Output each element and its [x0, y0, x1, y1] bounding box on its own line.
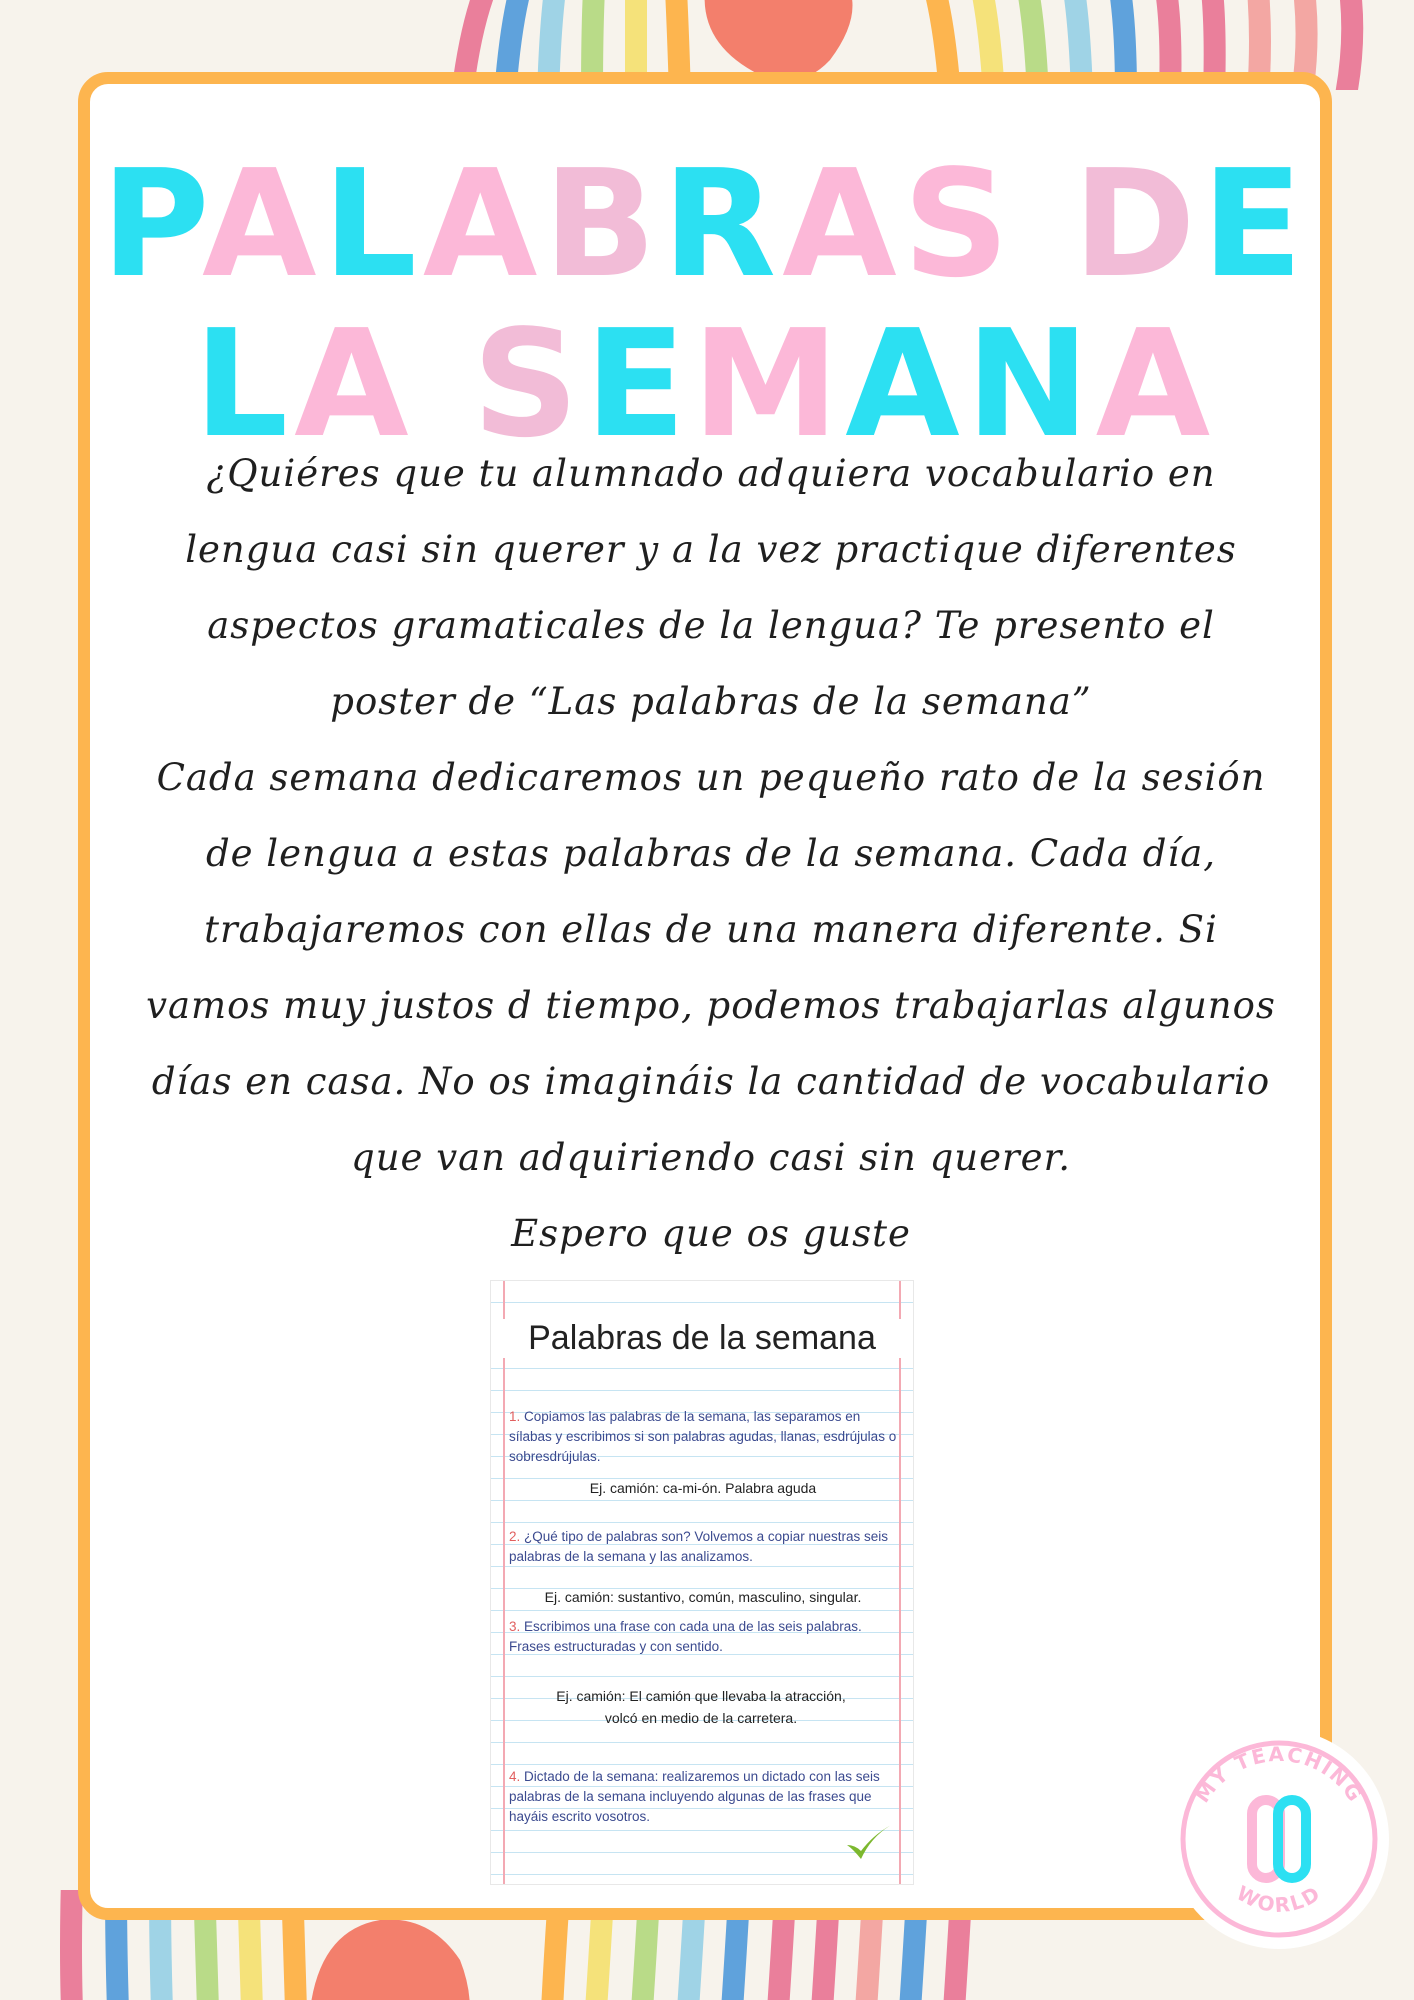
title-letter: L: [193, 298, 295, 470]
step-number: 3.: [509, 1619, 521, 1634]
title-letter: E: [1201, 138, 1309, 310]
preview-step-2: [509, 1527, 897, 1567]
step-number: 1.: [509, 1409, 521, 1424]
preview-example-1: Ej. camión: ca-mi-ón. Palabra aguda: [589, 1480, 817, 1496]
step-number: 2.: [509, 1529, 521, 1544]
title-letter: A: [782, 138, 903, 310]
step-text: Copiamos las palabras de la semana, las separamos en sílabas y escribimos si son palabras agudas, llanas, esdrújulas o sobresdrújulas.: [509, 1409, 897, 1464]
title-letter: A: [1095, 298, 1217, 470]
preview-step-1: [509, 1407, 897, 1467]
title-letter: A: [845, 298, 966, 470]
title-letter: L: [322, 138, 423, 310]
title-letter: D: [1072, 138, 1202, 310]
title-letter: A: [294, 298, 415, 470]
svg-text:WORLD: WORLD: [1232, 1880, 1326, 1918]
my-teaching-world-logo: [1166, 1726, 1392, 1952]
notebook-margin-right: [899, 1281, 901, 1884]
title-letter: [1015, 138, 1073, 310]
title-letter: P: [101, 138, 203, 310]
paragraph-closing: Espero que os guste: [511, 1212, 911, 1255]
title-letter: E: [584, 298, 692, 470]
step-number: 4.: [509, 1769, 521, 1784]
title-letter: B: [543, 138, 663, 310]
preview-step-4: [509, 1767, 897, 1827]
notebook-margin-left: [503, 1281, 505, 1884]
preview-step-3: [509, 1617, 897, 1657]
title-letter: A: [422, 138, 544, 310]
paragraph-intro: ¿Quiéres que tu alumnado adquiera vocabulario en lengua casi sin querer y a la vez practique diferentes aspectos gramaticales de la lengua? Te presento el poster de “Las palabras de la semana”: [185, 452, 1237, 723]
preview-example-3: Ej. camión: El camión que llevaba la atracción, volcó en medio de la carretera.: [556, 1688, 846, 1726]
step-text: Escribimos una frase con cada una de las seis palabras. Frases estructuradas y con sentido.: [509, 1619, 862, 1654]
preview-example-2: Ej. camión: sustantivo, común, masculino, singular.: [544, 1589, 862, 1605]
title-letter: A: [202, 138, 323, 310]
title-letter: M: [691, 298, 846, 470]
step-text: Dictado de la semana: realizaremos un dictado con las seis palabras de la semana incluyendo algunas de las frases que hayáis escrito vosotros.: [509, 1769, 880, 1824]
checkmark-icon: [843, 1821, 893, 1865]
svg-text:MY TEACHING: MY TEACHING: [1189, 1741, 1369, 1808]
title-letter: S: [472, 298, 585, 470]
title-line-1: [90, 138, 1320, 310]
step-text: ¿Qué tipo de palabras son? Volvemos a copiar nuestras seis palabras de la semana y las analizamos.: [509, 1529, 888, 1564]
worksheet-preview: [490, 1280, 914, 1885]
title-letter: S: [902, 138, 1016, 310]
paragraph-explanation: Cada semana dedicaremos un pequeño rato de la sesión de lengua a estas palabras de la semana. Cada día, trabajaremos con ellas de una manera diferente. Si vamos muy justos d tiempo, podemos trabajarlas algunos días en casa. No os imagináis la cantidad de vocabulario que van adquiriendo casi sin querer.: [146, 756, 1276, 1179]
title-letter: N: [965, 298, 1096, 470]
description-text: [146, 436, 1276, 1272]
poster-title: [90, 138, 1320, 470]
title-letter: R: [662, 138, 783, 310]
preview-title: Palabras de la semana: [491, 1319, 913, 1358]
